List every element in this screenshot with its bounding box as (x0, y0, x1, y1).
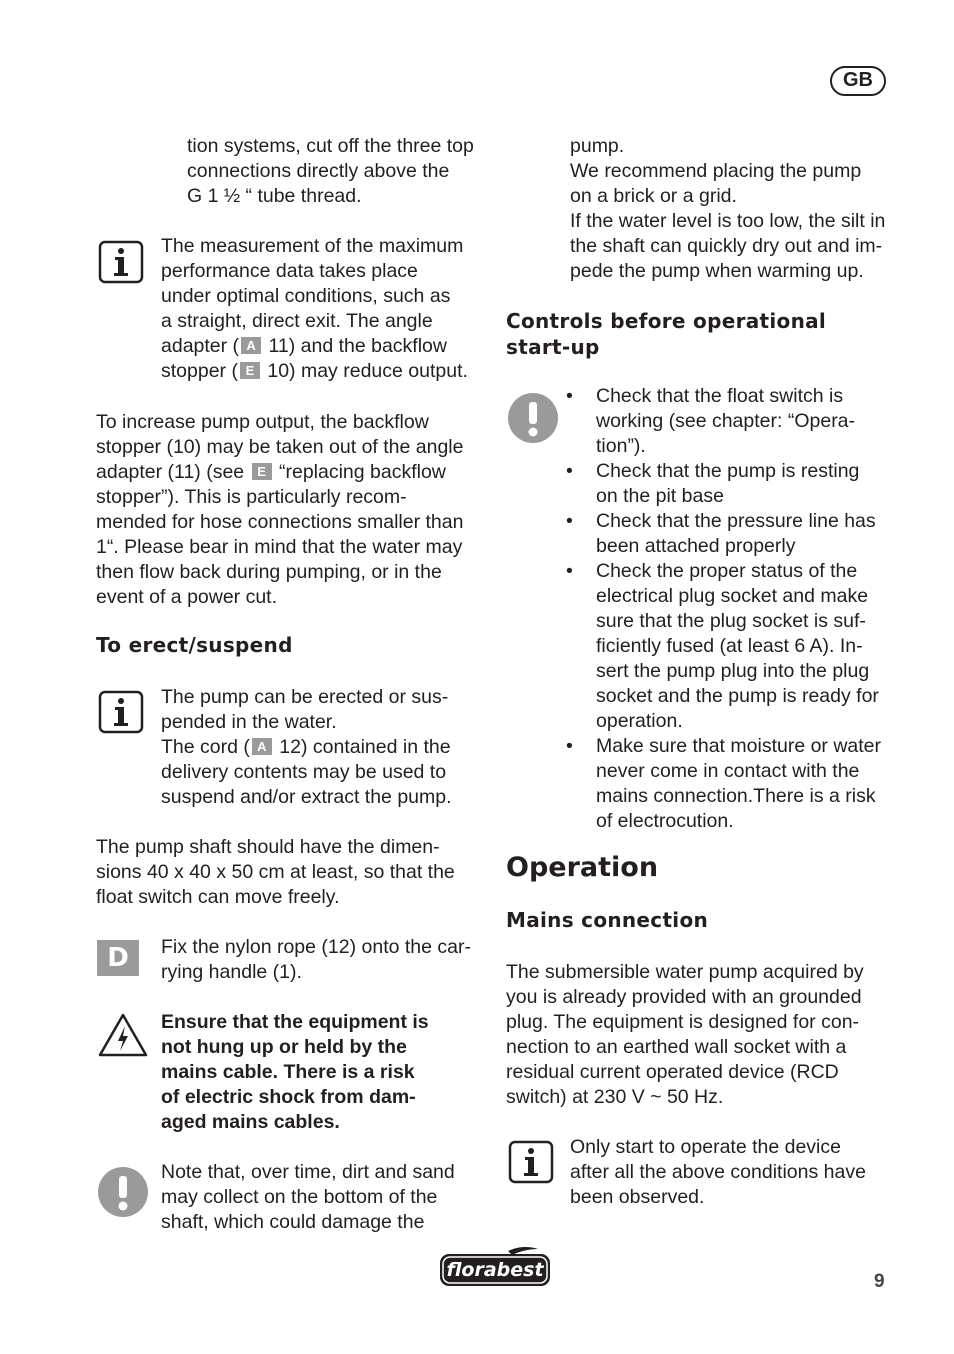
text-line: mended for hose connections smaller than (96, 511, 464, 533)
text-line: Ensure that the equipment is (161, 1011, 429, 1033)
bullet-dot: • (566, 560, 573, 582)
heading-erect-suspend: To erect/suspend (96, 633, 293, 657)
text-line: stopper ( E 10) may reduce output. (161, 360, 468, 382)
bullet-dot: • (566, 735, 573, 757)
paragraph-mains-connection (506, 960, 864, 1110)
heading-controls-startup (506, 308, 826, 360)
paragraph-shaft-dimensions (96, 835, 455, 910)
text-line: suspend and/or extract the pump. (161, 786, 452, 808)
text-line: nection to an earthed wall socket with a (506, 1036, 847, 1058)
warning-text (161, 1010, 429, 1135)
text-line: not hung up or held by the (161, 1036, 407, 1058)
text-line: switch) at 230 V ~ 50 Hz. (506, 1086, 724, 1108)
text-line: We recommend placing the pump (570, 160, 862, 182)
electric-shock-warning-icon (97, 1012, 149, 1058)
list-item (566, 734, 881, 834)
text-line: Only start to operate the device (570, 1136, 841, 1158)
text-line: residual current operated device (RCD (506, 1061, 839, 1083)
paragraph-pump-output (96, 410, 463, 610)
attention-icon (97, 1166, 149, 1218)
paragraph-pump-placement (570, 134, 885, 284)
text-line: To increase pump output, the backflow (96, 411, 429, 433)
list-item (566, 559, 881, 734)
list-item (566, 459, 881, 509)
step-letter-badge: D (97, 940, 139, 976)
text-line: working (see chapter: “Opera- (596, 410, 856, 432)
text-line: mains cable. There is a risk (161, 1061, 415, 1083)
info-icon (508, 1140, 554, 1184)
heading-mains-connection: Mains connection (506, 908, 709, 932)
heading-line: start-up (506, 335, 600, 359)
text-line: Check that the pump is resting (596, 460, 860, 482)
figure-ref-badge: E (240, 362, 260, 379)
text-line: tion systems, cut off the three top (187, 135, 474, 157)
text-line: pede the pump when warming up. (570, 260, 864, 282)
text-line: Make sure that moisture or water (596, 735, 882, 757)
text-line: performance data takes place (161, 260, 418, 282)
text-line: been attached properly (596, 535, 796, 557)
text-line: electrical plug socket and make (596, 585, 869, 607)
checklist (566, 384, 881, 834)
text-line: sure that the plug socket is suf- (596, 610, 866, 632)
text-line: adapter (11) (see E “replacing backflow (96, 461, 446, 483)
text-line: aged mains cables. (161, 1111, 340, 1133)
step-d-text (161, 935, 471, 985)
bullet-dot: • (566, 385, 573, 407)
text-line: event of a power cut. (96, 586, 278, 608)
text-line: Check that the float switch is (596, 385, 844, 407)
text-line: on a brick or a grid. (570, 185, 737, 207)
brand-logo (438, 1244, 552, 1295)
text-line: a straight, direct exit. The angle (161, 310, 433, 332)
text-line: pump. (570, 135, 625, 157)
info-icon (98, 240, 144, 284)
text-line: sions 40 x 40 x 50 cm at least, so that the (96, 861, 455, 883)
text-line: tion”). (596, 435, 646, 457)
bullet-dot: • (566, 460, 573, 482)
text-line: operation. (596, 710, 683, 732)
text-line: sert the pump plug into the plug (596, 660, 870, 682)
text-line: on the pit base (596, 485, 724, 507)
text-line: float switch can move freely. (96, 886, 340, 908)
list-item (566, 384, 881, 459)
text-line: rying handle (1). (161, 961, 302, 983)
language-badge: GB (830, 66, 886, 96)
page-number: 9 (874, 1271, 885, 1292)
heading-line: Controls before operational (506, 309, 827, 333)
text-line: If the water level is too low, the silt in (570, 210, 886, 232)
text-line: then flow back during pumping, or in the (96, 561, 442, 583)
text-line: of electric shock from dam- (161, 1086, 416, 1108)
text-line: pended in the water. (161, 711, 337, 733)
text-line: socket and the pump is ready for (596, 685, 879, 707)
text-line: the shaft can quickly dry out and im- (570, 235, 883, 257)
text-line: connections directly above the (187, 160, 450, 182)
text-line: never come in contact with the (596, 760, 860, 782)
text-line: Note that, over time, dirt and sand (161, 1161, 455, 1183)
note-dirt-sand (161, 1160, 455, 1235)
info-icon (98, 690, 144, 734)
text-line: ficiently fused (at least 6 A). In- (596, 635, 863, 657)
text-line: The pump can be erected or sus- (161, 686, 449, 708)
text-line: Check the proper status of the (596, 560, 858, 582)
text-line: plug. The equipment is designed for con- (506, 1011, 860, 1033)
text-line: after all the above conditions have (570, 1161, 866, 1183)
brand-name: florabest (446, 1259, 544, 1281)
info-note-performance (161, 234, 468, 384)
info-note-erect (161, 685, 452, 810)
text-line: The pump shaft should have the dimen- (96, 836, 440, 858)
text-line: adapter ( A 11) and the backflow (161, 335, 447, 357)
figure-ref-badge: A (241, 337, 261, 354)
list-item (566, 509, 881, 559)
text-line: stopper”). This is particularly recom- (96, 486, 407, 508)
figure-ref-badge: A (252, 738, 272, 755)
heading-operation: Operation (506, 852, 659, 883)
text-line: stopper (10) may be taken out of the angle (96, 436, 464, 458)
text-line: Fix the nylon rope (12) onto the car- (161, 936, 471, 958)
text-line: been observed. (570, 1186, 705, 1208)
info-note-operate (570, 1135, 866, 1210)
figure-ref-badge: E (252, 463, 272, 480)
text-line: you is already provided with an grounded (506, 986, 862, 1008)
text-line: delivery contents may be used to (161, 761, 447, 783)
text-line: G 1 ½ “ tube thread. (187, 185, 362, 207)
text-line: under optimal conditions, such as (161, 285, 451, 307)
text-line: 1“. Please bear in mind that the water may (96, 536, 463, 558)
text-line: shaft, which could damage the (161, 1211, 425, 1233)
text-line: The submersible water pump acquired by (506, 961, 864, 983)
text-line: mains connection.There is a risk (596, 785, 876, 807)
bullet-dot: • (566, 510, 573, 532)
text-line: The measurement of the maximum (161, 235, 464, 257)
text-line: of electrocution. (596, 810, 734, 832)
text-line: Check that the pressure line has (596, 510, 876, 532)
text-line: may collect on the bottom of the (161, 1186, 438, 1208)
attention-icon (507, 392, 559, 444)
continued-paragraph (187, 134, 474, 209)
text-line: The cord ( A 12) contained in the (161, 736, 451, 758)
